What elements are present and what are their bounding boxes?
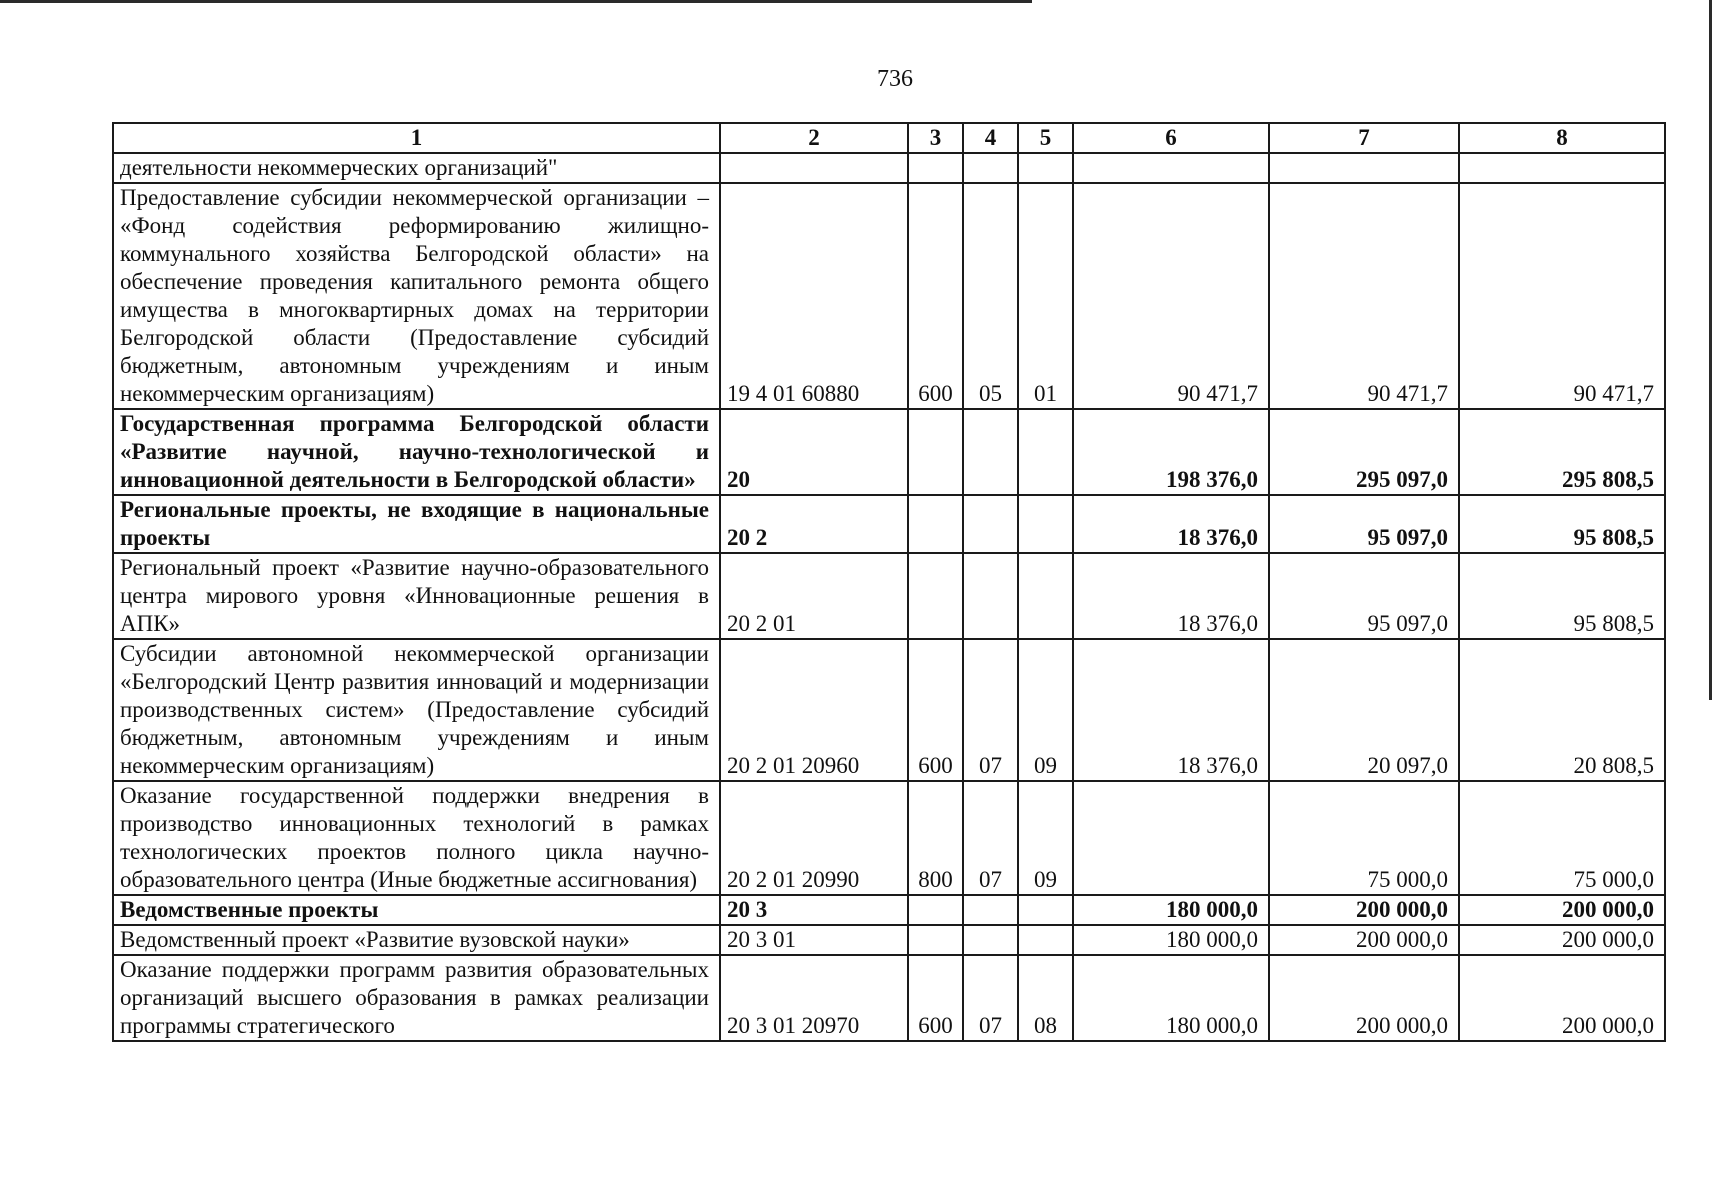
page-number: 736 [877, 66, 913, 92]
row-value6-cell: 180 000,0 [1073, 955, 1269, 1041]
row-value6-cell: 180 000,0 [1073, 925, 1269, 955]
row-value7-cell: 200 000,0 [1269, 925, 1459, 955]
column-header: 4 [963, 123, 1018, 153]
row-value8-cell: 200 000,0 [1459, 925, 1665, 955]
row-col3-cell: 600 [908, 955, 963, 1041]
row-value7-cell: 95 097,0 [1269, 495, 1459, 553]
row-value8-cell: 295 808,5 [1459, 409, 1665, 495]
row-value7-cell [1269, 153, 1459, 183]
row-value7-cell: 200 000,0 [1269, 955, 1459, 1041]
table-row [113, 925, 1665, 955]
row-value6-cell [1073, 781, 1269, 895]
table-row [113, 639, 1665, 781]
row-code-cell [720, 153, 908, 183]
column-header: 1 [113, 123, 720, 153]
row-col5-cell [1018, 895, 1073, 925]
row-value7-cell: 200 000,0 [1269, 895, 1459, 925]
row-col4-cell [963, 925, 1018, 955]
row-col5-cell: 01 [1018, 183, 1073, 409]
row-value6-cell: 90 471,7 [1073, 183, 1269, 409]
row-col3-cell: 600 [908, 183, 963, 409]
table-row [113, 409, 1665, 495]
row-value7-cell: 295 097,0 [1269, 409, 1459, 495]
row-col5-cell [1018, 553, 1073, 639]
row-col5-cell [1018, 925, 1073, 955]
row-name-cell: Оказание государственной поддержки внедрения в производство инновационных технологий в рамках технологических проектов полного цикла научно-образовательного центра (Иные бюджетные ассигнования) [113, 781, 720, 895]
row-name-cell: Субсидии автономной некоммерческой организации «Белгородский Центр развития инноваций и модернизации производственных систем» (Предоставление субсидий бюджетным, автономным учреждениям и иным некоммерческим организациям) [113, 639, 720, 781]
header-row [113, 123, 1665, 153]
row-col5-cell [1018, 495, 1073, 553]
row-name-cell: Ведомственные проекты [113, 895, 720, 925]
row-value7-cell: 75 000,0 [1269, 781, 1459, 895]
column-header: 7 [1269, 123, 1459, 153]
row-name-cell: Региональные проекты, не входящие в национальные проекты [113, 495, 720, 553]
row-code-cell: 20 [720, 409, 908, 495]
row-col3-cell [908, 495, 963, 553]
column-header: 6 [1073, 123, 1269, 153]
row-col4-cell [963, 553, 1018, 639]
row-col5-cell [1018, 153, 1073, 183]
row-col3-cell: 600 [908, 639, 963, 781]
row-value6-cell: 18 376,0 [1073, 639, 1269, 781]
row-col4-cell: 07 [963, 639, 1018, 781]
row-col3-cell [908, 553, 963, 639]
row-col3-cell [908, 153, 963, 183]
row-col5-cell: 08 [1018, 955, 1073, 1041]
table-row [113, 895, 1665, 925]
row-name-cell: Ведомственный проект «Развитие вузовской науки» [113, 925, 720, 955]
row-col3-cell: 800 [908, 781, 963, 895]
row-value6-cell: 18 376,0 [1073, 495, 1269, 553]
table-row [113, 183, 1665, 409]
row-code-cell: 20 2 01 [720, 553, 908, 639]
row-value7-cell: 95 097,0 [1269, 553, 1459, 639]
row-value8-cell: 75 000,0 [1459, 781, 1665, 895]
row-code-cell: 20 3 01 20970 [720, 955, 908, 1041]
row-col4-cell [963, 153, 1018, 183]
table-row [113, 495, 1665, 553]
row-code-cell: 20 3 01 [720, 925, 908, 955]
row-col5-cell: 09 [1018, 781, 1073, 895]
column-header: 5 [1018, 123, 1073, 153]
column-header: 2 [720, 123, 908, 153]
table-row [113, 553, 1665, 639]
row-value8-cell: 95 808,5 [1459, 553, 1665, 639]
row-code-cell: 20 2 01 20960 [720, 639, 908, 781]
row-col4-cell: 05 [963, 183, 1018, 409]
table-row [113, 955, 1665, 1041]
row-name-cell: Государственная программа Белгородской области «Развитие научной, научно-технологической и инновационной деятельности в Белгородской области» [113, 409, 720, 495]
row-col5-cell [1018, 409, 1073, 495]
row-col3-cell [908, 409, 963, 495]
row-value8-cell: 95 808,5 [1459, 495, 1665, 553]
row-value6-cell [1073, 153, 1269, 183]
row-code-cell: 20 2 01 20990 [720, 781, 908, 895]
row-value8-cell: 200 000,0 [1459, 895, 1665, 925]
row-name-cell: Региональный проект «Развитие научно-образовательного центра мирового уровня «Инновационные решения в АПК» [113, 553, 720, 639]
row-value7-cell: 90 471,7 [1269, 183, 1459, 409]
top-border-line [0, 0, 1032, 3]
row-name-cell: деятельности некоммерческих организаций" [113, 153, 720, 183]
row-code-cell: 20 3 [720, 895, 908, 925]
row-col4-cell [963, 495, 1018, 553]
row-col4-cell: 07 [963, 781, 1018, 895]
row-value8-cell: 200 000,0 [1459, 955, 1665, 1041]
row-name-cell: Предоставление субсидии некоммерческой организации – «Фонд содействия реформированию жилищно-коммунального хозяйства Белгородской области» на обеспечение проведения капитального ремонта общего имущества в многоквартирных домах на территории Белгородской области (Предоставление субсидий бюджетным, автономным учреждениям и иным некоммерческим организациям) [113, 183, 720, 409]
row-name-cell: Оказание поддержки программ развития образовательных организаций высшего образования в рамках реализации программы стратегического [113, 955, 720, 1041]
right-border-line [1709, 0, 1712, 700]
table-row [113, 153, 1665, 183]
column-header: 8 [1459, 123, 1665, 153]
row-code-cell: 19 4 01 60880 [720, 183, 908, 409]
row-col3-cell [908, 895, 963, 925]
row-value6-cell: 18 376,0 [1073, 553, 1269, 639]
budget-table [112, 122, 1666, 1042]
row-col4-cell [963, 409, 1018, 495]
row-value8-cell: 90 471,7 [1459, 183, 1665, 409]
row-value6-cell: 198 376,0 [1073, 409, 1269, 495]
table-body [113, 153, 1665, 1041]
row-code-cell: 20 2 [720, 495, 908, 553]
table-row [113, 781, 1665, 895]
row-value6-cell: 180 000,0 [1073, 895, 1269, 925]
row-col4-cell [963, 895, 1018, 925]
row-value7-cell: 20 097,0 [1269, 639, 1459, 781]
row-col5-cell: 09 [1018, 639, 1073, 781]
row-col4-cell: 07 [963, 955, 1018, 1041]
row-col3-cell [908, 925, 963, 955]
column-header: 3 [908, 123, 963, 153]
row-value8-cell: 20 808,5 [1459, 639, 1665, 781]
row-value8-cell [1459, 153, 1665, 183]
